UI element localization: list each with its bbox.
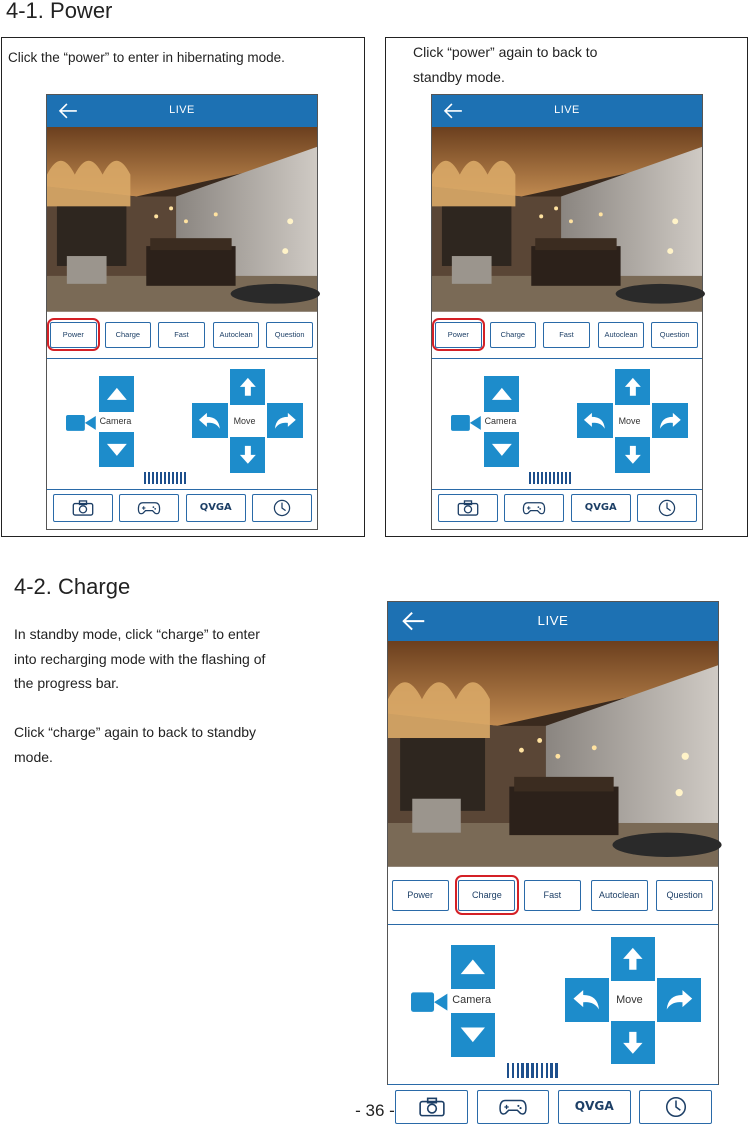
autoclean-button[interactable]: Autoclean (213, 322, 260, 348)
video-camera-icon (66, 413, 96, 433)
camera-up-button[interactable] (99, 376, 135, 412)
video-camera-icon (451, 413, 481, 433)
charge-desc-line1: In standby mode, click “charge” to enter (14, 626, 260, 642)
gamepad-button[interactable] (119, 494, 179, 522)
gamepad-button[interactable] (504, 494, 564, 522)
charge-desc-line2: into recharging mode with the flashing of (14, 651, 266, 667)
camera-down-button[interactable] (484, 432, 520, 468)
move-up-button[interactable] (230, 369, 266, 405)
fast-button[interactable]: Fast (543, 322, 590, 348)
fast-button[interactable]: Fast (158, 322, 205, 348)
move-right-button[interactable] (652, 403, 688, 439)
move-right-button[interactable] (267, 403, 303, 439)
move-left-button[interactable] (192, 403, 228, 439)
snapshot-button[interactable] (53, 494, 113, 522)
app-title: LIVE (554, 104, 580, 116)
divider-top (432, 358, 702, 359)
mode-button-row (388, 871, 718, 917)
charge-progress-bar (507, 1063, 560, 1078)
autoclean-button[interactable]: Autoclean (598, 322, 645, 348)
charge-button[interactable]: Charge (105, 322, 152, 348)
caption-power-back-line2: standby mode. (413, 69, 505, 85)
turn-right-arrow-icon (652, 403, 688, 439)
move-label: Move (616, 993, 643, 1006)
arrow-down-icon (230, 437, 266, 473)
camera-icon (457, 500, 479, 516)
camera-up-button[interactable] (484, 376, 520, 412)
live-camera-feed (388, 641, 718, 867)
question-button[interactable]: Question (266, 322, 313, 348)
charge-progress-bar (144, 472, 188, 484)
power-button[interactable]: Power (435, 322, 482, 348)
autoclean-button[interactable]: Autoclean (591, 880, 648, 912)
phone-screen-charge (387, 601, 719, 1113)
highlight-ring (47, 318, 100, 351)
camera-label: Camera (484, 415, 517, 426)
camera-label: Camera (452, 993, 492, 1006)
move-up-button[interactable] (615, 369, 651, 405)
move-label: Move (618, 415, 641, 426)
camera-down-button[interactable] (99, 432, 135, 468)
move-down-button[interactable] (611, 1021, 655, 1065)
move-right-button[interactable] (657, 978, 701, 1022)
move-down-button[interactable] (615, 437, 651, 473)
move-left-button[interactable] (565, 978, 609, 1022)
snapshot-button[interactable] (438, 494, 498, 522)
triangle-up-icon (451, 945, 495, 989)
section-heading-power: 4-1. Power (6, 0, 113, 23)
charge-button[interactable]: Charge (490, 322, 537, 348)
caption-power-enter: Click the “power” to enter in hibernating mode. (8, 50, 285, 65)
gamepad-icon (522, 500, 546, 516)
arrow-down-icon (615, 437, 651, 473)
turn-left-arrow-icon (565, 978, 609, 1022)
charge-progress-bar (529, 472, 573, 484)
section-heading-charge: 4-2. Charge (14, 574, 131, 599)
divider-bottom (388, 1084, 718, 1085)
move-up-button[interactable] (611, 937, 655, 981)
arrow-up-icon (611, 937, 655, 981)
charge-desc-line5: mode. (14, 749, 53, 765)
live-camera-feed (47, 127, 317, 312)
power-button[interactable]: Power (50, 322, 97, 348)
turn-left-arrow-icon (192, 403, 228, 439)
camera-icon (72, 500, 94, 516)
page-number: - 36 - (355, 1101, 395, 1120)
question-button[interactable]: Question (651, 322, 698, 348)
turn-left-arrow-icon (577, 403, 613, 439)
charge-button[interactable]: Charge (458, 880, 515, 912)
arrow-up-icon (230, 369, 266, 405)
phone-screen-power-2 (431, 94, 703, 530)
triangle-down-icon (451, 1013, 495, 1057)
caption-power-back-line1: Click “power” again to back to (413, 44, 598, 60)
divider-bottom (47, 489, 317, 490)
app-title-bar (388, 602, 718, 641)
gamepad-icon (137, 500, 161, 516)
power-button[interactable]: Power (392, 880, 449, 912)
triangle-down-icon (484, 432, 520, 468)
app-title: LIVE (537, 613, 569, 628)
divider-top (47, 358, 317, 359)
highlight-ring (432, 318, 485, 351)
fast-button[interactable]: Fast (524, 880, 581, 912)
turn-right-arrow-icon (657, 978, 701, 1022)
triangle-up-icon (484, 376, 520, 412)
highlight-ring (455, 875, 519, 915)
quality-label: QVGA (584, 502, 617, 514)
camera-down-button[interactable] (451, 1013, 495, 1057)
clock-icon (273, 499, 291, 517)
charge-desc-line4: Click “charge” again to back to standby (14, 724, 257, 740)
turn-right-arrow-icon (267, 403, 303, 439)
divider-top (388, 924, 718, 925)
video-camera-icon (411, 990, 447, 1014)
app-title-bar (47, 95, 317, 127)
app-title: LIVE (169, 104, 195, 116)
move-label: Move (233, 415, 256, 426)
quality-button[interactable] (571, 494, 631, 522)
camera-up-button[interactable] (451, 945, 495, 989)
timer-button[interactable] (252, 494, 312, 522)
camera-label: Camera (99, 415, 132, 426)
move-down-button[interactable] (230, 437, 266, 473)
quality-label: QVGA (574, 1098, 614, 1113)
move-left-button[interactable] (577, 403, 613, 439)
charge-desc-line3: the progress bar. (14, 675, 120, 691)
arrow-up-icon (615, 369, 651, 405)
quality-button[interactable] (186, 494, 246, 522)
live-camera-feed (432, 127, 702, 312)
divider-bottom (432, 489, 702, 490)
arrow-down-icon (611, 1021, 655, 1065)
triangle-up-icon (99, 376, 135, 412)
triangle-down-icon (99, 432, 135, 468)
app-title-bar (432, 95, 702, 127)
clock-icon (658, 499, 676, 517)
question-button[interactable]: Question (656, 880, 713, 912)
phone-screen-power-1 (46, 94, 318, 530)
timer-button[interactable] (637, 494, 697, 522)
quality-label: QVGA (199, 502, 232, 514)
